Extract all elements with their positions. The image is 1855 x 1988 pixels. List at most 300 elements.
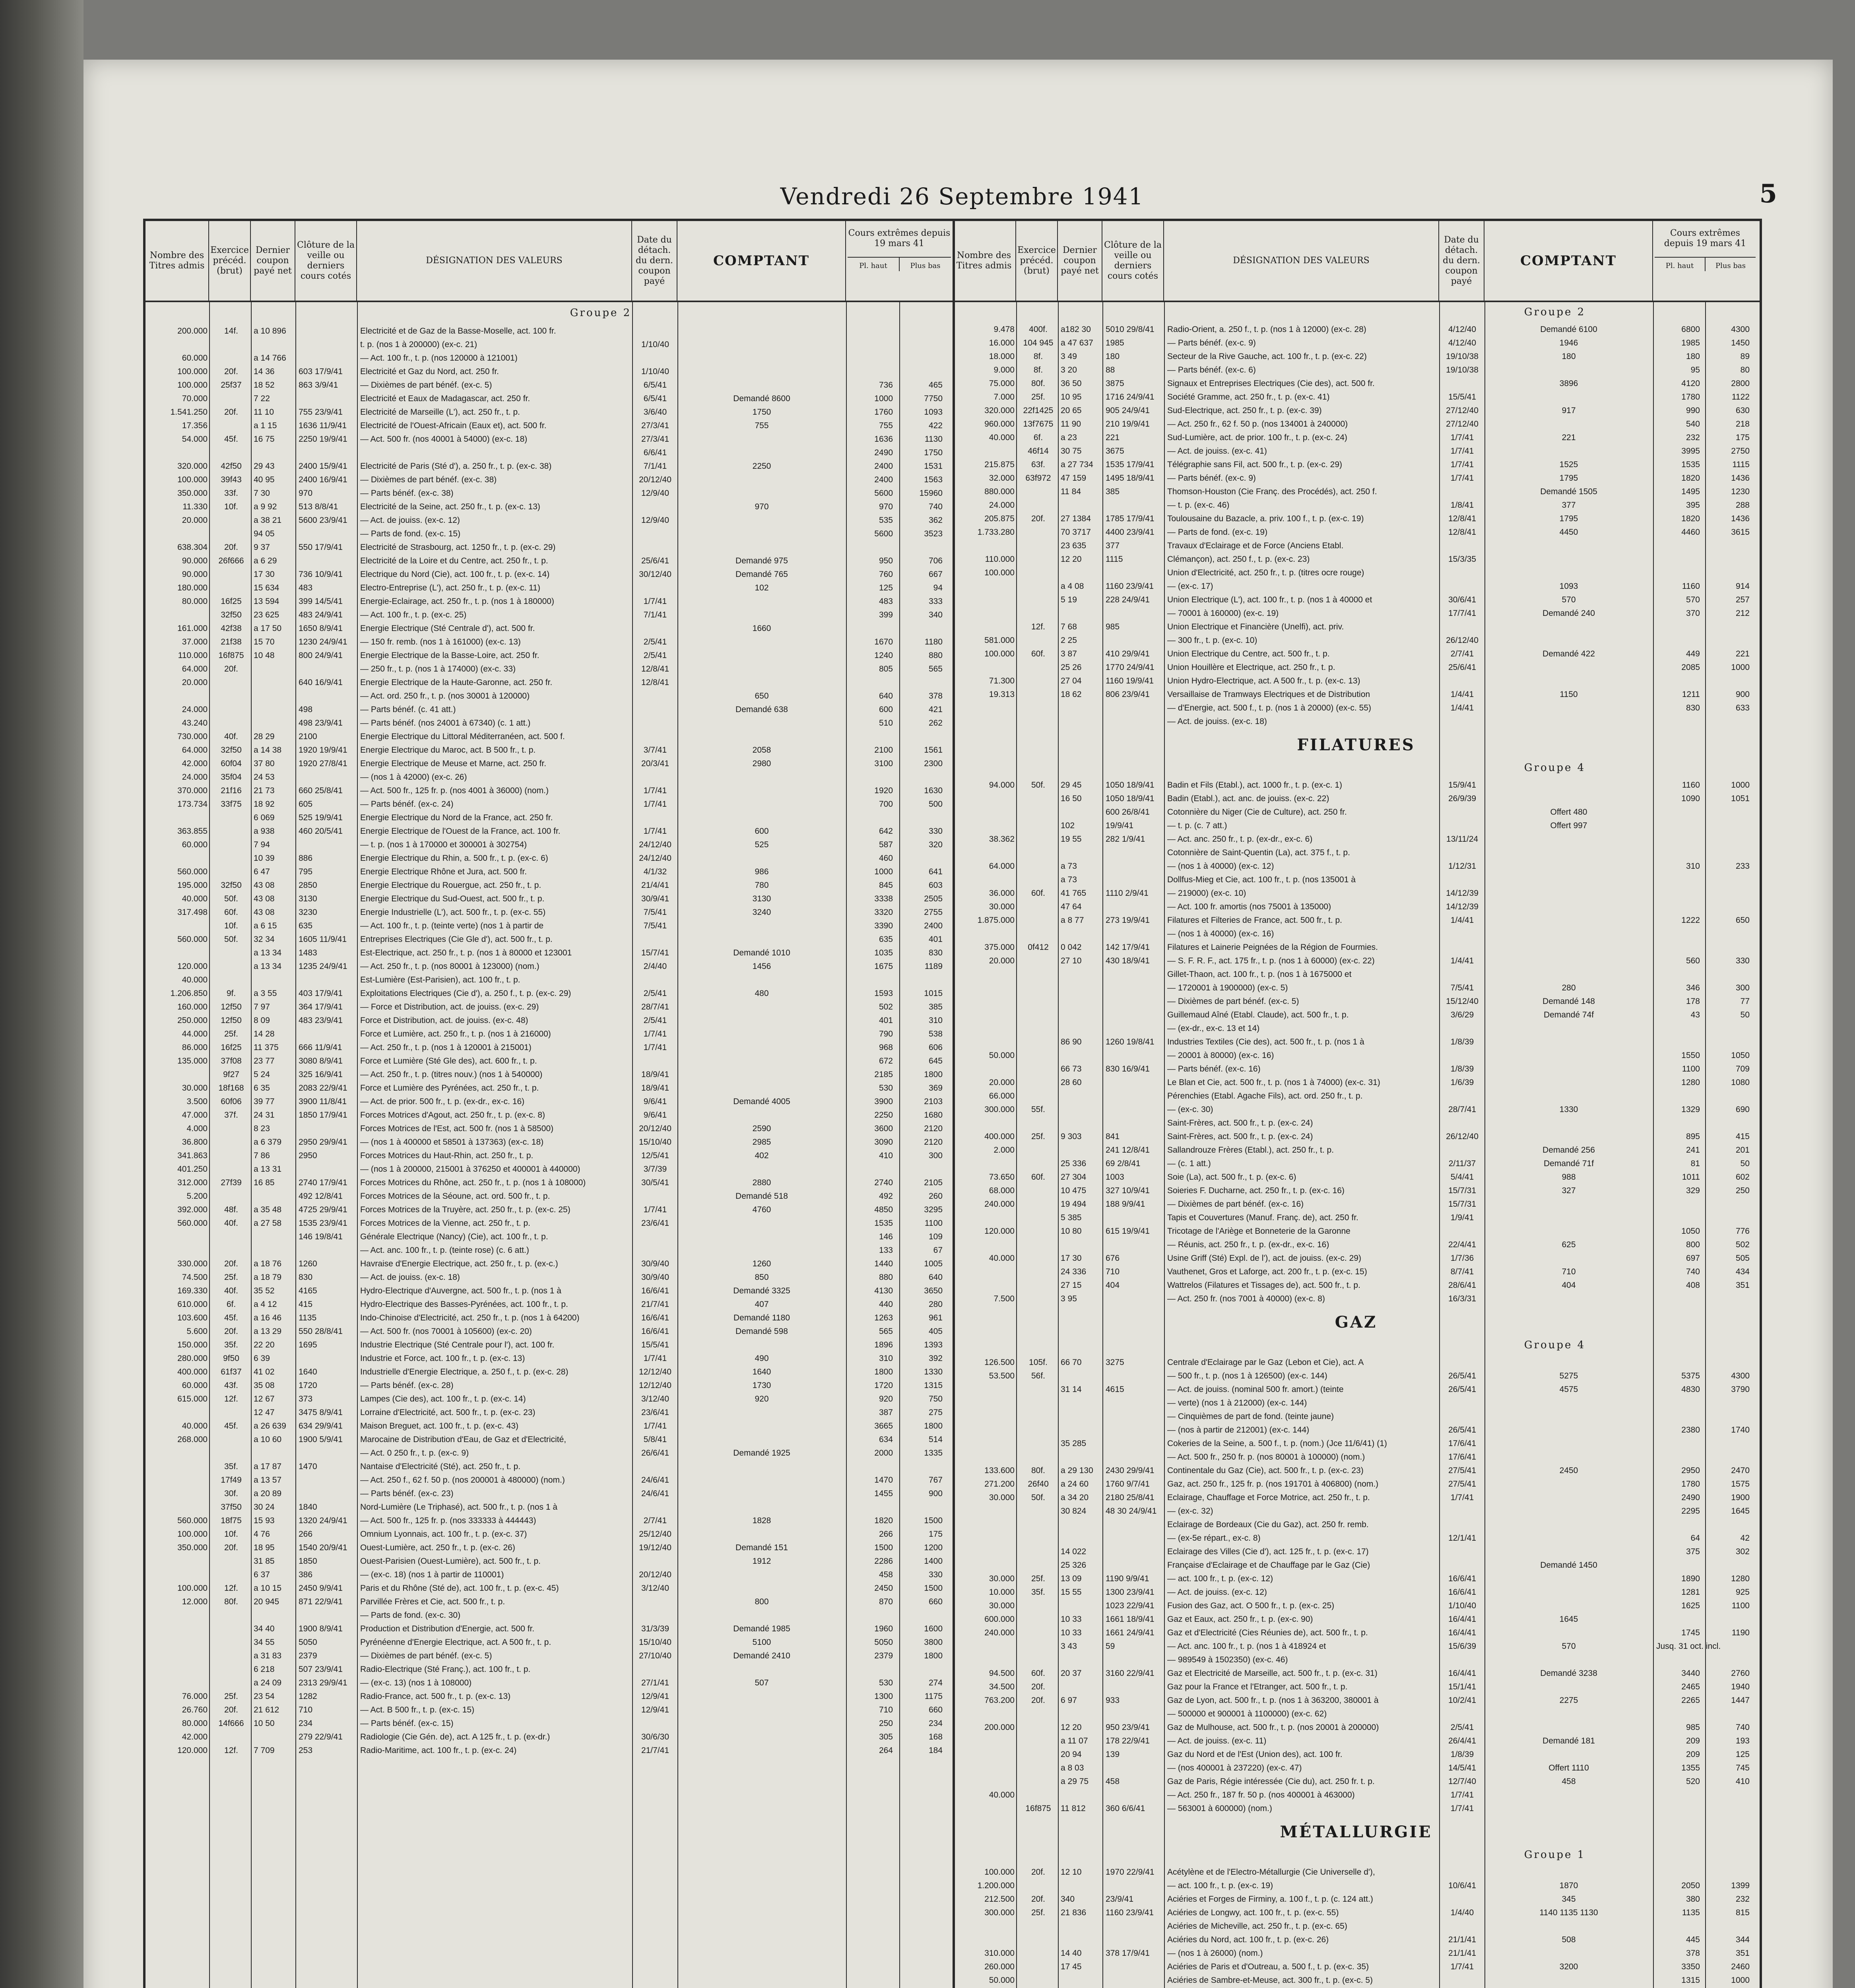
cell-dernier-coupon: a 35 48	[254, 1205, 282, 1214]
cell-pl-haut: 1780	[1681, 392, 1700, 402]
cell-designation: Energie Electrique de l'Ouest de la France, act. 100 fr.	[360, 827, 561, 836]
table-row	[146, 892, 953, 906]
table-row	[953, 1171, 1760, 1184]
cell-date-detach: 12/9/40	[641, 516, 669, 525]
cell-comptant: 480	[755, 989, 769, 998]
cell-exercice: 8f.	[1033, 365, 1043, 375]
cell-plus-bas: 706	[928, 556, 943, 565]
cell-exercice: 43f.	[224, 1381, 239, 1390]
table-row	[146, 1054, 953, 1068]
cell-dernier-coupon: 12 47	[254, 1408, 275, 1417]
cell-nombre: 320.000	[984, 406, 1015, 415]
cell-pl-haut: 305	[879, 1732, 893, 1741]
cell-date-detach: 28/6/41	[1448, 1281, 1477, 1290]
cell-plus-bas: 1180	[924, 637, 943, 646]
cell-exercice: 26f40	[1028, 1479, 1049, 1489]
cell-dernier-coupon: 66 73	[1061, 1064, 1082, 1074]
cell-exercice: 0f412	[1028, 943, 1049, 952]
table-row	[953, 1640, 1760, 1653]
cell-comptant: Demandé 1985	[733, 1624, 790, 1633]
cell-designation: — Dixièmes de part bénéf. (ex-c. 38)	[360, 475, 497, 484]
cell-comptant: Demandé 4005	[733, 1097, 790, 1106]
cell-pl-haut: 968	[879, 1043, 893, 1052]
cell-nombre: 260.000	[984, 1962, 1015, 1971]
table-row	[146, 1541, 953, 1555]
table-row	[146, 973, 953, 987]
cell-dernier-coupon: 39 77	[254, 1097, 275, 1106]
cell-exercice: 60f.	[224, 908, 239, 917]
groupe-label	[953, 760, 1760, 779]
cell-cloture: 1636 11/9/41	[299, 421, 347, 430]
cell-exercice: 12f.	[224, 1394, 239, 1404]
cell-date-detach: 18/9/41	[641, 1070, 669, 1079]
cell-pl-haut: 587	[879, 840, 893, 849]
cell-nombre: 90.000	[182, 556, 208, 565]
cell-comptant: 4760	[752, 1205, 771, 1214]
cell-date-detach: 24/6/41	[641, 1489, 669, 1498]
cell-designation: — Act. de prior. 500 fr., t. p. (ex-dr., ex-c. 16)	[360, 1097, 525, 1106]
table-row	[953, 1198, 1760, 1211]
cell-pl-haut: 125	[879, 583, 893, 592]
table-row	[953, 1947, 1760, 1960]
cell-designation: Radiologie (Cie Gén. de), act. A 125 fr., t. p. (ex-dr.)	[360, 1732, 550, 1741]
cell-date-detach: 1/8/39	[1450, 1037, 1474, 1046]
cell-designation: Forces Motrices d'Agout, act. 250 fr., t. p. (ex-c. 8)	[360, 1110, 545, 1120]
cell-cloture: 88	[1106, 365, 1115, 375]
cell-pl-haut: 990	[1686, 406, 1700, 415]
cell-designation: Eclairage des Villes (Cie d'), act. 125 fr., t. p. (ex-c. 17)	[1167, 1547, 1369, 1556]
cell-pl-haut: 1890	[1681, 1574, 1700, 1583]
cell-nombre: 71.300	[989, 676, 1015, 685]
cell-date-detach: 15/10/40	[639, 1138, 671, 1147]
cell-dernier-coupon: 21 73	[254, 786, 275, 795]
table-row	[953, 634, 1760, 647]
cell-designation: Est-Lumière (Est-Parisien), act. 100 fr., t. p.	[360, 975, 520, 984]
cell-cloture: 3675	[1106, 447, 1124, 456]
cell-date-detach: 19/10/38	[1446, 352, 1479, 361]
cell-pl-haut: 380	[1686, 1895, 1700, 1904]
cell-cloture: 736 10/9/41	[299, 570, 343, 579]
cell-pl-haut: 2286	[874, 1557, 893, 1566]
cell-cloture: 710	[1106, 1267, 1120, 1276]
groupe-text: Groupe 2	[1524, 306, 1586, 318]
cell-exercice: 50f.	[1031, 780, 1046, 790]
table-row	[146, 581, 953, 595]
cell-cloture: 2850	[299, 881, 317, 890]
col-header-extremes	[846, 221, 953, 301]
table-row	[146, 1703, 953, 1717]
table-row	[953, 1292, 1760, 1306]
table-row	[146, 933, 953, 946]
cell-comptant: 2880	[752, 1178, 771, 1187]
table-row	[953, 1238, 1760, 1252]
table-row	[953, 674, 1760, 688]
cell-pl-haut: 1329	[1681, 1105, 1700, 1114]
cell-designation: — Act. 500 fr. (nos 70001 à 105600) (ex-c. 20)	[360, 1327, 532, 1336]
cell-exercice: 6f.	[226, 1300, 236, 1309]
cell-nombre: 11.330	[182, 502, 208, 511]
cell-cloture: 755 23/9/41	[299, 408, 343, 417]
cell-pl-haut: 736	[879, 381, 893, 390]
cell-cloture: 600 26/8/41	[1106, 808, 1150, 817]
cell-cloture: 1483	[299, 948, 317, 957]
cell-cloture: 2950	[299, 1151, 317, 1160]
table-row	[953, 390, 1760, 404]
cell-pl-haut: 449	[1686, 649, 1700, 658]
table-row	[146, 635, 953, 649]
cell-cloture: 1135	[299, 1313, 317, 1322]
cell-designation: Aciéries et Forges de Firminy, a. 100 f., t. p. (c. 124 att.)	[1167, 1895, 1373, 1904]
page-header	[143, 179, 1781, 215]
cell-cloture: 795	[299, 867, 313, 876]
table-row	[953, 1906, 1760, 1920]
cell-plus-bas: 415	[1735, 1132, 1750, 1141]
cell-comptant: Offert 997	[1550, 821, 1587, 830]
cell-cloture: 1495 18/9/41	[1106, 474, 1155, 483]
cell-designation: Havraise d'Energie Electrique, act. 250 fr., t. p. (ex-c.)	[360, 1259, 558, 1268]
cell-pl-haut: 4460	[1681, 528, 1700, 537]
cell-dernier-coupon: 15 70	[254, 637, 275, 646]
table-row	[953, 1477, 1760, 1491]
cell-cloture: 188 9/9/41	[1106, 1200, 1145, 1209]
cell-date-detach: 18/9/41	[641, 1083, 669, 1093]
cell-cloture: 1716 24/9/41	[1106, 392, 1155, 402]
cell-date-detach: 9/6/41	[643, 1097, 667, 1106]
cell-comptant: Demandé 3325	[733, 1286, 790, 1295]
table-row	[953, 819, 1760, 833]
cell-cloture: 139	[1106, 1750, 1120, 1759]
table-row	[953, 968, 1760, 981]
cell-nombre: 20.000	[989, 956, 1015, 965]
cell-dernier-coupon: 18 92	[254, 800, 275, 809]
cell-designation: Continentale du Gaz (Cie), act. 500 fr., t. p. (ex-c. 23)	[1167, 1466, 1364, 1475]
cell-designation: Production et Distribution d'Energie, act. 500 fr.	[360, 1624, 535, 1633]
cell-nombre: 40.000	[989, 1254, 1015, 1263]
cell-dernier-coupon: 10 50	[254, 1719, 275, 1728]
cell-comptant: Demandé 151	[735, 1543, 788, 1552]
cell-cloture: 483	[299, 583, 313, 592]
cell-cloture: 273 19/9/41	[1106, 916, 1150, 925]
cell-plus-bas: 168	[928, 1732, 943, 1741]
table-row	[146, 1622, 953, 1636]
cell-comptant: 1330	[1559, 1105, 1578, 1114]
cell-date-detach: 30/12/40	[639, 570, 671, 579]
table-row	[953, 1545, 1760, 1559]
cell-comptant: 917	[1562, 406, 1576, 415]
table-row	[953, 1802, 1760, 1815]
cell-designation: Fusion des Gaz, act. O 500 fr., t. p. (ex-c. 25)	[1167, 1601, 1335, 1610]
cell-designation: Electricité de Paris (Sté d'), a. 250 fr., t. p. (ex-c. 38)	[360, 462, 552, 471]
cell-dernier-coupon: 3 95	[1061, 1294, 1077, 1303]
cell-pl-haut: 232	[1686, 433, 1700, 442]
cell-comptant: 2980	[752, 759, 771, 768]
cell-designation: Forces Motrices de la Truyère, act. 250 fr., t. p. (ex-c. 25)	[360, 1205, 570, 1214]
cell-comptant: 377	[1562, 501, 1576, 510]
table-row	[953, 363, 1760, 377]
table-row	[146, 716, 953, 730]
cell-dernier-coupon: 16 85	[254, 1178, 275, 1187]
cell-pl-haut: 3600	[874, 1124, 893, 1133]
book-binding-shadow	[0, 0, 83, 1988]
cell-cloture: 1760 9/7/41	[1106, 1479, 1150, 1489]
cell-plus-bas: 330	[1735, 956, 1750, 965]
cell-pl-haut: 1160	[1682, 780, 1700, 790]
cell-cloture: 325 16/9/41	[299, 1070, 343, 1079]
cell-nombre: 763.200	[984, 1696, 1015, 1705]
cell-nombre: 73.650	[989, 1173, 1015, 1182]
col-header-pl-haut: Pl. haut	[848, 258, 900, 271]
cell-designation: Industries Textiles (Cie des), act. 500 fr., t. p. (nos 1 à	[1167, 1037, 1364, 1046]
cell-plus-bas: 1940	[1731, 1682, 1750, 1691]
cell-comptant: 1870	[1559, 1881, 1578, 1890]
table-row	[953, 1761, 1760, 1775]
table-row	[146, 1325, 953, 1338]
cell-comptant: 2450	[1559, 1466, 1578, 1475]
table-row	[953, 1721, 1760, 1734]
cell-date-detach: 16/4/41	[1448, 1669, 1477, 1678]
cell-exercice: 20f.	[1031, 1682, 1046, 1691]
table-row	[146, 500, 953, 514]
cell-pl-haut: 209	[1686, 1750, 1700, 1759]
cell-dernier-coupon: 25 26	[1061, 663, 1082, 672]
cell-nombre: 9.000	[993, 365, 1015, 375]
table-row	[146, 906, 953, 919]
cell-designation: Est-Electrique, act. 250 fr., t. p. (nos 1 à 80000 et 123001	[360, 948, 572, 957]
cell-date-detach: 20/12/40	[639, 1570, 671, 1579]
cell-plus-bas: 645	[928, 1056, 943, 1066]
cell-date-detach: 21/7/41	[641, 1300, 669, 1309]
cell-designation: Eclairage de Bordeaux (Cie du Gaz), act. 250 fr. remb.	[1167, 1520, 1369, 1529]
cell-dernier-coupon: 47 64	[1061, 902, 1082, 911]
cell-pl-haut: 1440	[874, 1259, 893, 1268]
cell-comptant: 1525	[1559, 460, 1578, 469]
cell-designation: Le Blan et Cie, act. 500 fr., t. p. (nos 1 à 74000) (ex-c. 31)	[1167, 1078, 1380, 1087]
cell-designation: Energie Electrique de la Basse-Loire, act. 250 fr.	[360, 651, 539, 660]
cell-plus-bas: 2755	[924, 908, 943, 917]
cell-plus-bas: 500	[928, 800, 943, 809]
cell-cloture: 404	[1106, 1281, 1120, 1290]
cell-pl-haut: 560	[1686, 956, 1700, 965]
cell-cloture: 507 23/9/41	[299, 1665, 343, 1674]
cell-pl-haut: 1896	[874, 1340, 893, 1349]
cell-dernier-coupon: a 17 50	[254, 624, 282, 633]
table-row	[953, 1933, 1760, 1947]
cell-date-detach: 1/4/41	[1450, 690, 1474, 699]
cell-cloture: 550 17/9/41	[299, 543, 343, 552]
cell-date-detach: 7/5/41	[643, 908, 667, 917]
cell-comptant: Demandé 3238	[1540, 1669, 1597, 1678]
cell-date-detach: 16/6/41	[641, 1327, 669, 1336]
cell-plus-bas: 633	[1735, 703, 1750, 712]
cell-plus-bas: 1399	[1731, 1881, 1750, 1890]
table-row	[953, 1423, 1760, 1437]
cell-comptant: 800	[755, 1597, 769, 1606]
table-row	[953, 1586, 1760, 1599]
cell-designation: Saint-Frères, act. 500 fr., t. p. (ex-c. 24)	[1167, 1132, 1313, 1141]
cell-exercice: 40f.	[224, 1219, 239, 1228]
cell-cloture: 458	[1106, 1777, 1120, 1786]
cell-designation: Union Electrique et Financière (Unelfi), act. priv.	[1167, 622, 1344, 631]
cell-nombre: 110.000	[178, 651, 208, 660]
cell-date-detach: 1/7/41	[643, 1029, 667, 1039]
cell-date-detach: 3/7/41	[643, 746, 667, 755]
cell-nombre: 70.000	[182, 394, 208, 403]
table-row	[953, 1653, 1760, 1667]
cell-exercice: 32f50	[221, 610, 242, 619]
cell-pl-haut: 3338	[874, 894, 893, 903]
cell-designation: Cotonnière de Saint-Quentin (La), act. 375 f., t. p.	[1167, 848, 1350, 857]
cell-dernier-coupon: a 14 38	[254, 746, 282, 755]
cell-exercice: 20f.	[224, 408, 239, 417]
table-row	[146, 1095, 953, 1109]
cell-plus-bas: 745	[1735, 1763, 1750, 1773]
cell-pl-haut: 2085	[1681, 663, 1700, 672]
cell-nombre: 26.760	[182, 1705, 208, 1714]
table-row	[953, 860, 1760, 873]
cell-plus-bas: 193	[1735, 1736, 1750, 1745]
groupe-label: Groupe 2	[570, 307, 632, 319]
cell-exercice: 9f.	[226, 989, 236, 998]
table-row	[146, 1109, 953, 1122]
cell-date-detach: 16/6/41	[1448, 1588, 1477, 1597]
cell-plus-bas: 1280	[1731, 1574, 1750, 1583]
cell-dernier-coupon: a 29 75	[1061, 1777, 1089, 1786]
cell-date-detach: 30/9/40	[641, 1259, 669, 1268]
cell-designation: Marocaine de Distribution d'Eau, de Gaz et d'Electricité,	[360, 1435, 567, 1444]
table-row	[953, 580, 1760, 593]
cell-dernier-coupon: 11 812	[1061, 1804, 1086, 1813]
cell-designation: Sud-Electrique, act. 250 fr., t. p. (ex-c. 39)	[1167, 406, 1322, 415]
cell-designation: Centrale d'Eclairage par le Gaz (Lebon et Cie), act. A	[1167, 1358, 1364, 1367]
cell-nombre: 250.000	[177, 1016, 208, 1025]
cell-exercice: 10f.	[224, 502, 239, 511]
cell-exercice: 33f.	[224, 489, 239, 498]
cell-plus-bas: 776	[1735, 1227, 1750, 1236]
cell-designation: — Act. 100 fr. amortis (nos 75001 à 135000)	[1167, 902, 1331, 911]
cell-designation: Energie Electrique du Nord de la France, act. 250 fr.	[360, 813, 553, 822]
cell-date-detach: 12/8/41	[641, 678, 669, 687]
cell-date-detach: 25/12/40	[639, 1530, 671, 1539]
cell-nombre: 240.000	[984, 1200, 1015, 1209]
cell-nombre: 36.000	[989, 889, 1015, 898]
cell-designation: Filatures et Lainerie Peignées de la Région de Fourmies.	[1167, 943, 1378, 952]
cell-date-detach: 30/9/41	[641, 894, 669, 903]
cell-plus-bas: 212	[1735, 609, 1750, 618]
cell-exercice: 20f.	[224, 1705, 239, 1714]
col-header-cloture: Clôture de la veille ou derniers cours cotés	[295, 221, 357, 301]
cell-date-detach: 16/3/31	[1448, 1294, 1477, 1303]
cell-pl-haut: 492	[879, 1192, 893, 1201]
cell-dernier-coupon: 10 39	[254, 854, 275, 863]
cell-plus-bas: 344	[1735, 1935, 1750, 1944]
cell-plus-bas: 2505	[924, 894, 943, 903]
cell-date-detach: 15/12/40	[1446, 997, 1479, 1006]
cell-dernier-coupon: 7 97	[254, 1002, 270, 1011]
cell-designation: — 500 fr., t. p. (nos 1 à 126500) (ex-c. 144)	[1167, 1371, 1327, 1380]
cell-date-detach: 21/4/41	[641, 881, 669, 890]
cell-plus-bas: 465	[928, 381, 943, 390]
cell-dernier-coupon: 35 52	[254, 1286, 275, 1295]
cell-nombre: 363.855	[177, 827, 208, 836]
table-row	[953, 485, 1760, 499]
cell-plus-bas: 3523	[924, 529, 943, 538]
cell-nombre: 17.356	[182, 421, 208, 430]
cell-comptant: 710	[1562, 1267, 1576, 1276]
cell-designation: Ouest-Parisien (Ouest-Lumière), act. 500 fr., t. p.	[360, 1557, 541, 1566]
table-row	[953, 900, 1760, 914]
cell-date-detach: 1/7/41	[643, 1421, 667, 1431]
cell-designation: — Dixièmes de part bénéf. (ex-c. 5)	[1167, 997, 1299, 1006]
cell-cloture: 5010 29/8/41	[1106, 325, 1155, 334]
cell-pl-haut: 1670	[874, 637, 893, 646]
cell-exercice: 400f.	[1029, 325, 1048, 334]
cell-plus-bas: 184	[928, 1746, 943, 1755]
cell-plus-bas: 1500	[924, 1516, 943, 1525]
cell-cloture: 386	[299, 1570, 313, 1579]
cell-nombre: 1.875.000	[977, 916, 1015, 925]
cell-nombre: 268.000	[177, 1435, 208, 1444]
cell-designation: — Parts bénéf. (ex-c. 15)	[360, 1719, 454, 1728]
cell-date-detach: 26/6/41	[641, 1448, 669, 1458]
cell-designation: — Parts bénéf. (ex-c. 28)	[360, 1381, 454, 1390]
cell-date-detach: 27/3/41	[641, 435, 669, 444]
col-header-nombre: Nombre des Titres admis	[953, 221, 1016, 301]
cell-exercice: 25f.	[1031, 1574, 1046, 1583]
cell-cloture: 1850	[299, 1557, 317, 1566]
cell-plus-bas: 2760	[1731, 1669, 1750, 1678]
cell-designation: — Parts bénéf. (c. 41 att.)	[360, 705, 456, 714]
cell-dernier-coupon: 43 08	[254, 894, 275, 903]
cell-dernier-coupon: a 13 57	[254, 1475, 282, 1485]
cell-exercice: 26f666	[218, 556, 244, 565]
cell-date-detach: 30/5/41	[641, 1178, 669, 1187]
cell-designation: Omnium Lyonnais, act. 100 fr., t. p. (ex-c. 37)	[360, 1530, 527, 1539]
cell-date-detach: 12/9/41	[641, 1705, 669, 1714]
cell-comptant: 1750	[752, 408, 771, 417]
cell-date-detach: 24/12/40	[639, 840, 671, 849]
cell-cloture: 4165	[299, 1286, 317, 1295]
cell-designation: Nantaise d'Electricité (Sté), act. 250 fr., t. p.	[360, 1462, 521, 1471]
cell-dernier-coupon: 18 62	[1061, 690, 1082, 699]
cell-designation: Electricité de la Loire et du Centre, act. 250 fr., t. p.	[360, 556, 548, 565]
cell-comptant: Demandé 2410	[733, 1651, 790, 1660]
cell-designation: — Parts bénéf. (ex-c. 9)	[1167, 338, 1256, 348]
table-row	[953, 499, 1760, 512]
cell-plus-bas: 1100	[1731, 1601, 1750, 1610]
cell-cloture: 615 19/9/41	[1106, 1227, 1150, 1236]
table-row	[146, 676, 953, 689]
cell-plus-bas: 2750	[1731, 447, 1750, 456]
cell-comptant: 5275	[1559, 1371, 1578, 1380]
cell-date-detach: 3/12/40	[641, 1394, 669, 1404]
cell-designation: Cotonnière du Niger (Cie de Culture), act. 250 fr.	[1167, 808, 1347, 817]
cell-designation: Energie Electrique du Rhin, a. 500 fr., t. p. (ex-c. 6)	[360, 854, 548, 863]
cell-pl-haut: 5600	[874, 529, 893, 538]
cell-exercice: 20f.	[1031, 1868, 1046, 1877]
table-row	[953, 1464, 1760, 1477]
table-row	[146, 379, 953, 392]
cell-dernier-coupon: a 24 09	[254, 1678, 282, 1687]
cell-date-detach: 30/6/30	[641, 1732, 669, 1741]
cell-comptant: 1640	[752, 1367, 771, 1376]
col-header-designation: DÉSIGNATION DES VALEURS	[1164, 221, 1439, 301]
cell-comptant: 1730	[752, 1381, 771, 1390]
cell-nombre: 300.000	[984, 1908, 1015, 1917]
table-row	[146, 1649, 953, 1663]
table-row	[146, 662, 953, 676]
cell-nombre: 38.362	[989, 835, 1015, 844]
table-row	[953, 526, 1760, 539]
